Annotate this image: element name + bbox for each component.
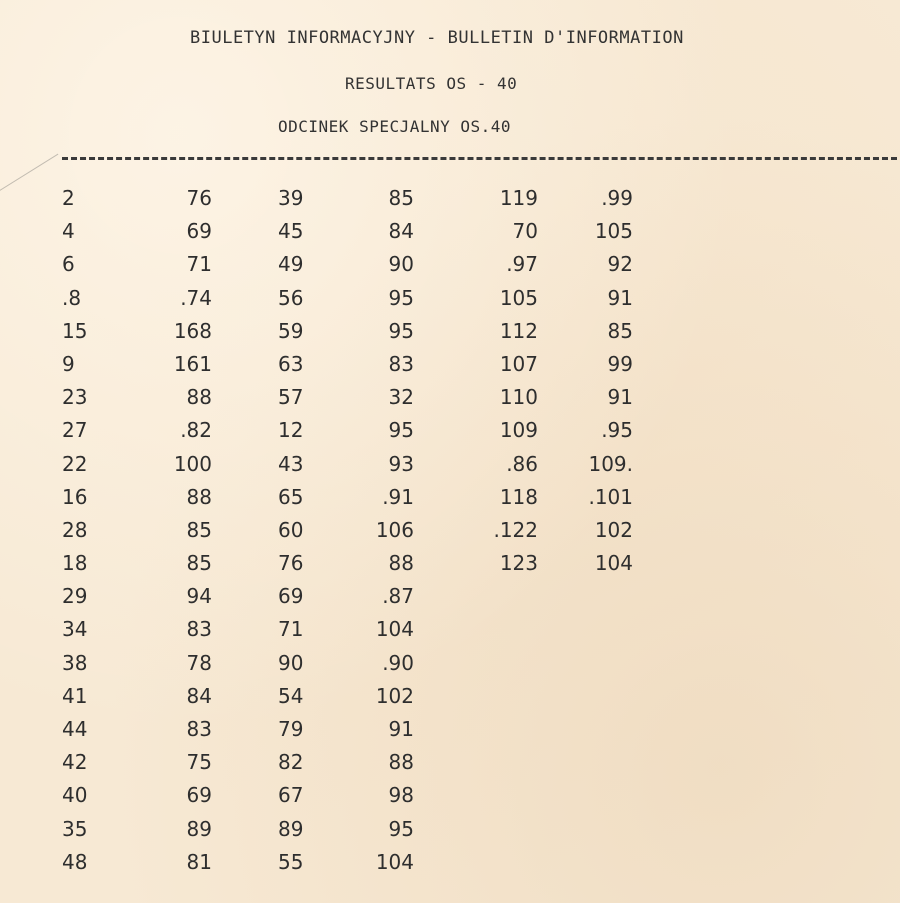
table-cell: .74 [180, 285, 212, 310]
table-cell: .87 [382, 584, 414, 609]
table-cell: 104 [375, 849, 414, 874]
table-column-2 [160, 182, 212, 879]
table-cell: 102 [594, 517, 633, 542]
table-cell: 22 [62, 451, 88, 476]
table-column-6 [585, 182, 633, 580]
table-cell: 89 [186, 816, 212, 841]
table-cell: 98 [388, 783, 414, 808]
table-cell: 76 [186, 186, 212, 210]
table-cell: .82 [180, 418, 212, 443]
table-cell: 15 [62, 318, 88, 343]
section-heading: ODCINEK SPECJALNY OS.40 [278, 117, 512, 136]
table-cell: 85 [186, 517, 212, 542]
table-cell: 90 [278, 650, 304, 675]
table-cell: 83 [388, 351, 414, 376]
table-cell: 28 [62, 517, 88, 542]
table-cell: 161 [173, 351, 212, 376]
table-cell: 104 [594, 551, 633, 576]
table-column-5 [478, 182, 538, 580]
results-subtitle: RESULTATS OS - 40 [345, 74, 518, 93]
table-cell: 2 [62, 186, 75, 210]
table-column-4 [362, 182, 414, 879]
table-cell: 71 [278, 617, 304, 642]
table-cell: 85 [388, 186, 414, 210]
table-cell: 35 [62, 816, 88, 841]
table-cell: 32 [388, 385, 414, 410]
table-cell: 100 [173, 451, 212, 476]
table-cell: 84 [388, 219, 414, 244]
table-cell: 95 [388, 816, 414, 841]
table-cell: 57 [278, 385, 304, 410]
table-cell: 4 [62, 219, 75, 244]
table-cell: 95 [388, 318, 414, 343]
bulletin-title: BIULETYN INFORMACYJNY - BULLETIN D'INFORMATION [190, 28, 684, 48]
paper-mark [0, 154, 58, 197]
table-cell: 42 [62, 750, 88, 775]
table-column-1 [62, 182, 122, 879]
table-cell: 69 [186, 219, 212, 244]
table-cell: .99 [601, 186, 633, 210]
table-cell: 75 [186, 750, 212, 775]
table-cell: 16 [62, 484, 88, 509]
table-cell: 44 [62, 717, 88, 741]
table-cell: .86 [506, 451, 538, 476]
table-cell: 91 [388, 717, 414, 741]
table-cell: 83 [186, 717, 212, 741]
table-cell: 43 [278, 451, 304, 476]
table-cell: 123 [499, 551, 538, 576]
table-cell: 105 [594, 219, 633, 244]
table-cell: 109 [499, 418, 538, 443]
table-cell: 90 [388, 252, 414, 277]
table-cell: 118 [499, 484, 538, 509]
table-cell: 27 [62, 418, 88, 443]
table-cell: 104 [375, 617, 414, 642]
table-cell: 34 [62, 617, 88, 642]
table-cell: 168 [173, 318, 212, 343]
table-cell: 92 [607, 252, 633, 277]
table-cell: 82 [278, 750, 304, 775]
table-cell: 99 [607, 351, 633, 376]
table-cell: 88 [388, 551, 414, 576]
table-cell: .97 [506, 252, 538, 277]
table-cell: 49 [278, 252, 304, 277]
table-cell: 88 [186, 385, 212, 410]
table-cell: 12 [278, 418, 304, 443]
table-cell: 69 [186, 783, 212, 808]
table-cell: 38 [62, 650, 88, 675]
table-cell: 69 [278, 584, 304, 609]
table-cell: 6 [62, 252, 75, 277]
table-cell: 45 [278, 219, 304, 244]
table-cell: 85 [186, 551, 212, 576]
table-cell: .8 [62, 285, 82, 310]
table-cell: 9 [62, 351, 75, 376]
table-cell: 18 [62, 551, 88, 576]
table-cell: .122 [493, 517, 538, 542]
table-cell: 102 [375, 683, 414, 708]
table-cell: .90 [382, 650, 414, 675]
table-cell: 83 [186, 617, 212, 642]
table-cell: 91 [607, 285, 633, 310]
table-cell: 23 [62, 385, 88, 410]
table-cell: 112 [499, 318, 538, 343]
table-cell: 39 [278, 186, 304, 210]
table-cell: 85 [607, 318, 633, 343]
table-cell: 59 [278, 318, 304, 343]
table-cell: 107 [499, 351, 538, 376]
table-cell: 76 [278, 551, 304, 576]
table-cell: 106 [375, 517, 414, 542]
table-cell: 41 [62, 683, 88, 708]
table-cell: 78 [186, 650, 212, 675]
table-cell: 95 [388, 285, 414, 310]
table-cell: 70 [512, 219, 538, 244]
table-cell: 40 [62, 783, 88, 808]
table-cell: 67 [278, 783, 304, 808]
table-cell: 56 [278, 285, 304, 310]
table-column-3 [278, 182, 338, 879]
table-cell: 91 [607, 385, 633, 410]
table-cell: 63 [278, 351, 304, 376]
table-cell: .95 [601, 418, 633, 443]
table-cell: 54 [278, 683, 304, 708]
table-cell: 95 [388, 418, 414, 443]
table-cell: 109. [588, 451, 633, 476]
table-cell: 65 [278, 484, 304, 509]
table-cell: 110 [499, 385, 538, 410]
table-cell: 55 [278, 849, 304, 874]
table-cell: 79 [278, 717, 304, 741]
table-cell: 94 [186, 584, 212, 609]
dashed-divider [62, 157, 897, 160]
table-cell: 119 [499, 186, 538, 210]
table-cell: 93 [388, 451, 414, 476]
table-cell: 29 [62, 584, 88, 609]
table-cell: 88 [186, 484, 212, 509]
table-cell: 60 [278, 517, 304, 542]
table-cell: 48 [62, 849, 88, 874]
table-cell: 88 [388, 750, 414, 775]
table-cell: 81 [186, 849, 212, 874]
table-cell: 71 [186, 252, 212, 277]
table-cell: 105 [499, 285, 538, 310]
table-cell: .101 [588, 484, 633, 509]
table-cell: 89 [278, 816, 304, 841]
table-cell: .91 [382, 484, 414, 509]
table-cell: 84 [186, 683, 212, 708]
